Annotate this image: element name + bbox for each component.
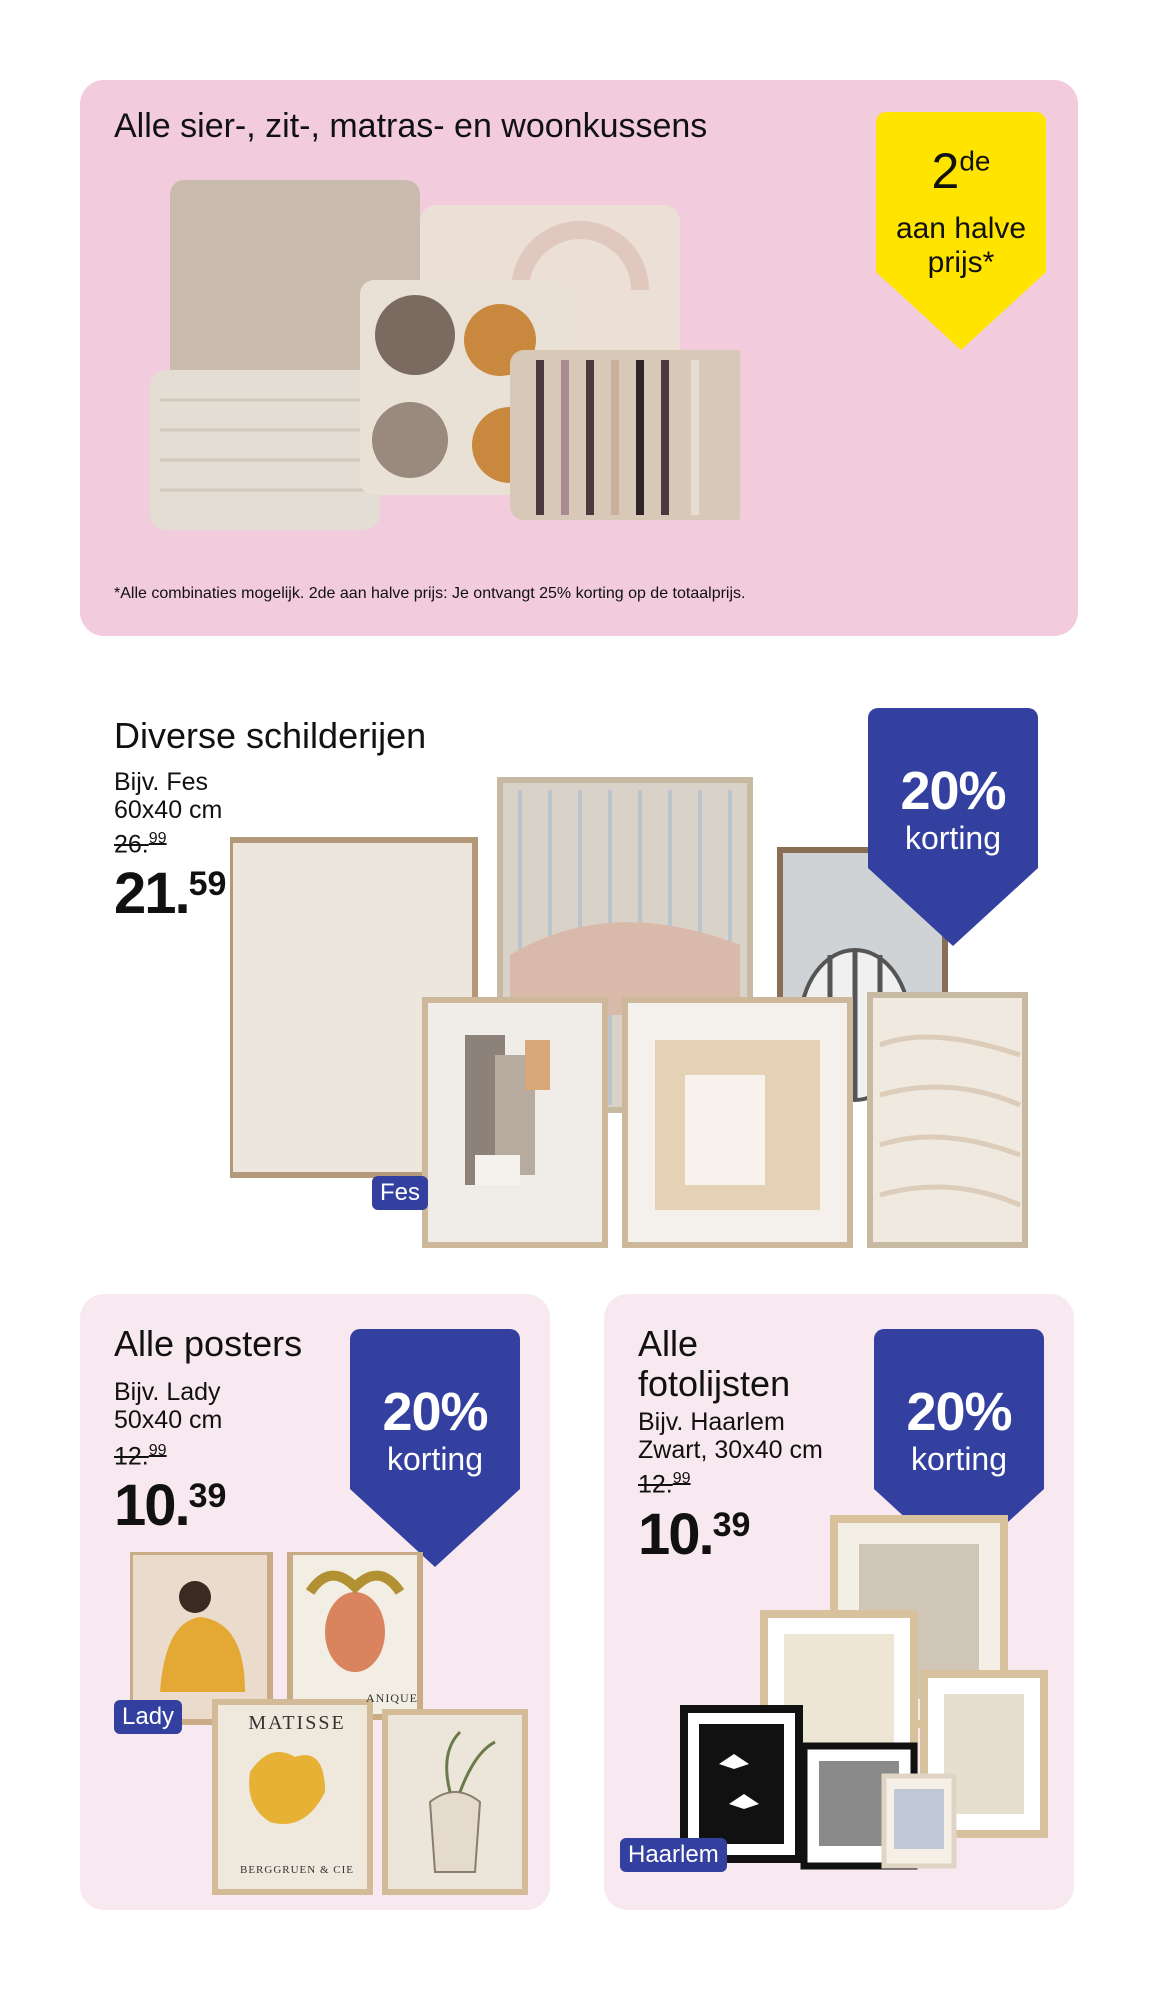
frames-card[interactable] <box>604 1294 1074 1910</box>
frames-title-line2: fotolijsten <box>638 1363 791 1404</box>
cushions-image <box>140 170 740 550</box>
frames-example: Bijv. Haarlem <box>638 1408 785 1436</box>
frames-badge-word: korting <box>910 1441 1008 1477</box>
fes-label: Fes <box>372 1176 428 1210</box>
half-price-badge <box>876 112 1046 352</box>
haarlem-label: Haarlem <box>620 1838 727 1872</box>
half-price-badge-line1: aan halve <box>895 212 1027 245</box>
posters-badge-percent: 20% <box>382 1382 488 1442</box>
frames-title-line1: Alle <box>638 1323 699 1364</box>
posters-title: Alle posters <box>114 1323 303 1364</box>
paintings-title: Diverse schilderijen <box>114 715 427 756</box>
lady-label: Lady <box>114 1700 182 1734</box>
poster-matisse-title: MATISSE <box>248 1712 346 1734</box>
posters-new-price: 10.39 <box>114 1473 227 1538</box>
paintings-badge-percent: 20% <box>900 761 1006 821</box>
paintings-size: 60x40 cm <box>114 796 223 824</box>
half-price-badge-number: 2de <box>931 143 991 199</box>
posters-badge-word: korting <box>386 1441 484 1477</box>
poster-matisse-footer: BERGGRUEN & CIE <box>240 1864 354 1876</box>
paintings-discount-badge <box>868 708 1038 948</box>
paintings-badge-word: korting <box>904 820 1002 856</box>
cushions-card[interactable] <box>80 80 1078 636</box>
paintings-example: Bijv. Fes <box>114 768 208 796</box>
frames-size: Zwart, 30x40 cm <box>638 1436 823 1464</box>
posters-card[interactable] <box>80 1294 550 1910</box>
frames-new-price: 10.39 <box>638 1502 751 1567</box>
frames-badge-percent: 20% <box>906 1382 1012 1442</box>
poster-partial-title: ANIQUE <box>366 1691 418 1705</box>
posters-example: Bijv. Lady <box>114 1378 221 1406</box>
paintings-new-price: 21.59 <box>114 861 227 926</box>
posters-old-price: 12.99 <box>114 1442 167 1471</box>
half-price-badge-line2: prijs* <box>927 246 995 279</box>
posters-discount-badge <box>350 1329 520 1569</box>
paintings-old-price: 26.99 <box>114 830 167 859</box>
posters-size: 50x40 cm <box>114 1406 223 1434</box>
paintings-section[interactable] <box>80 700 1078 1260</box>
cushions-title: Alle sier-, zit-, matras- en woonkussens <box>114 107 708 145</box>
frames-old-price: 12.99 <box>638 1470 691 1499</box>
cushions-footnote: *Alle combinaties mogelijk. 2de aan halve prijs: Je ontvangt 25% korting op de totaalprijs. <box>114 585 746 602</box>
